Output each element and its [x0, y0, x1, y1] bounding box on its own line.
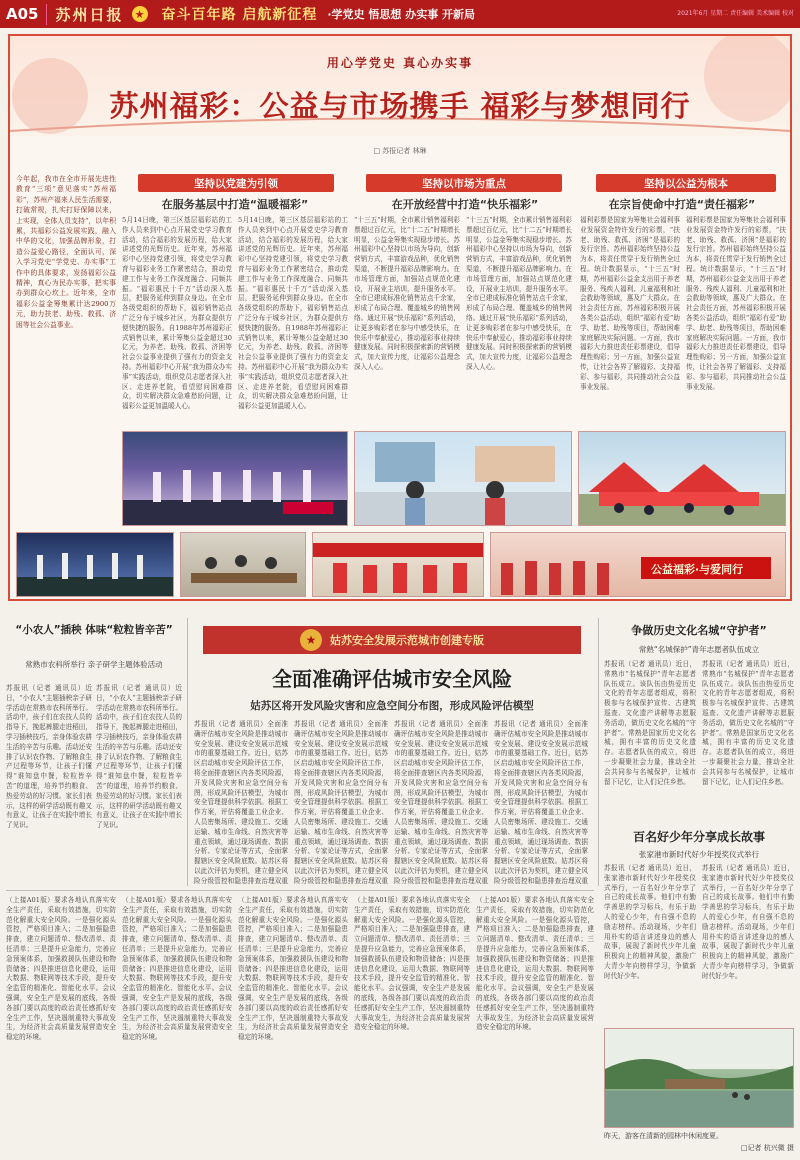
column-divider-left	[187, 618, 188, 886]
continuation-body-c: （上接A01版）要求各地认真落实安全生产责任，采取有效措施，切实防范化解重大安全风险。一是强化源头管控，严格项目准入；二是加强隐患排查，建立问题清单、整改清单、责任清单；三是提升应急能力，完善应急预案体系，加强救援队伍建设和物资储备；四是推进信息化建设，运用大数据、物联网等技术手段，提升安全监管的精准化、智能化水平。会议强调，安全生产是发展的底线，各级各部门要以高度的政治责任感抓好安全生产工作，坚决遏制重特大事故发生，为经济社会高质量发展营造安全稳定的环境。	[238, 896, 348, 1042]
farm-body-b: 苏报讯（记者 通讯员）近日，“小农人”主题插秧亲子研学活动在常熟市农科所举行。活动中，孩子们在农技人员的指导下，挽起裤腿走进稻田，学习插秧技巧，亲身体验农耕生活的辛苦与乐趣。活动还安排了认识农作物、了解粮食生产过程等环节，让孩子们懂得“谁知盘中餐，粒粒皆辛苦”的道理，培养节约粮食、热爱劳动的好习惯。家长们表示，这样的研学活动既有趣又有意义，让孩子在实践中增长了见识。	[96, 684, 182, 830]
masthead-meta: 2021年6月 星期二 责任编辑 美术编辑 校对	[677, 10, 794, 17]
safety-body-a: 苏报讯（记者 通讯员）全面准确评估城市安全风险是推动城市安全发展、建设安全发展示范城市的重要基础工作。近日，姑苏区启动城市安全风险评估工作，将全面排查辖区内各类风险源，开发风险灾害和应急空间分布图，形成风险评估模型，为城市安全管理提供科学依据。根据工作方案，评估将覆盖工业企业、人员密集场所、建设施工、交通运输、城市生命线、自然灾害等重点领域，通过现场调查、数据分析、专家论证等方式，全面掌握辖区安全风险底数。姑苏区将以此次评估为契机，建立健全风险分级管控和隐患排查治理双重	[194, 720, 288, 885]
slogan: 奋斗百年路 启航新征程	[161, 7, 318, 23]
party-emblem-icon: ★	[132, 6, 148, 22]
section-body-3b: 福利彩票是国家为筹集社会福利事业发展资金特许发行的彩票，“扶老、助残、救孤、济困”是福彩的发行宗旨。苏州福彩始终坚持公益为本，将责任贯穿于发行销售全过程。统计数据显示，“十三五”时期，苏州福彩公益金支出用于养老服务、残疾人福利、儿童福利和社会救助等领域，惠及广大群众。在社会责任方面，苏州福彩积极开展各类公益活动，组织“福彩有爱”助学、助老、助残等项目，帮助困难家庭解决实际问题。一方面，我市福彩大力推进责任彩票建设，倡导理性购彩；另一方面，加强公益宣传，让社会各界了解福彩、支持福彩、参与福彩，共同推动社会公益事业发展。	[686, 216, 786, 391]
section-label-1: 坚持以党建为引领	[138, 174, 334, 192]
column-divider-right	[598, 618, 599, 886]
youth-subtitle: 张家港市新时代好少年授奖仪式举行	[639, 850, 759, 859]
safety-headline: 全面准确评估城市安全风险	[272, 667, 512, 691]
feature-section	[8, 34, 792, 601]
farm-body-a: 苏报讯（记者 通讯员）近日，“小农人”主题插秧亲子研学活动在常熟市农科所举行。活动中，孩子们在农技人员的指导下，挽起裤腿走进稻田，学习插秧技巧，亲身体验农耕生活的辛苦与乐趣。活动还安排了认识农作物、了解粮食生产过程等环节，让孩子们懂得“谁知盘中餐，粒粒皆辛苦”的道理，培养节约粮食、热爱劳动的好习惯。家长们表示，这样的研学活动既有趣又有意义，让孩子在实践中增长了见识。	[6, 684, 92, 830]
emblem-icon: ★	[300, 629, 322, 651]
photo-outdoor-tents	[578, 431, 786, 526]
photo-volunteers	[312, 532, 484, 597]
masthead	[0, 0, 800, 28]
youth-headline: 百名好少年分享成长故事	[632, 830, 765, 844]
section-body-2a: “十三五”时期，全市累计销售福利彩票超过百亿元，比“十二五”时期增长明显，公益金筹集实现稳步增长。苏州福彩中心坚持以市场为导向，创新营销方式，丰富游戏品种，优化销售渠道，不断提升福彩品牌影响力。在市场管理方面，加强站点规范化建设，开展业主培训，提升服务水平。全市已建成标准化销售站点千余家，形成了布局合理、覆盖城乡的销售网络。通过开展“快乐福彩”系列活动，让更多购彩者在参与中感受快乐，在快乐中奉献爱心，推动福彩事业持续健康发展。同时积极探索新的营销模式，加大宣传力度，让福彩公益理念深入人心。	[354, 216, 460, 371]
youth-body-b: 苏报讯（记者 通讯员）近日，张家港市新时代好少年授奖仪式举行，一百名好少年分享了自己的成长故事。他们中有勤学善思的学习标兵，有乐于助人的爱心少年，有自强不息的励志榜样。活动现场，少年们用朴实的语言讲述身边的感人故事，展现了新时代少年儿童积极向上的精神风貌，激励广大青少年向榜样学习，争做新时代好少年。	[702, 864, 794, 980]
safety-banner-text: 姑苏安全发展示范城市创建专版	[330, 634, 484, 647]
photo-meeting-figures	[181, 533, 306, 597]
section-label-3: 坚持以公益为根本	[596, 174, 776, 192]
section-body-1b: 5月14日晚，第三区基层福彩站的工作人员来到中心点开展党史学习教育活动，结合福彩的发展历程，给大家讲述党的光辉历史。近年来，苏州福彩中心坚持党建引领，将党史学习教育与福彩业务工作紧密结合，推动党建工作与业务工作深度融合、同频共振。“福彩惠民十千万”活动深入基层，把服务延伸到群众身边。在全市各级党组织的帮助下，福彩销售站点广泛分布于城乡社区，为群众提供方便快捷的服务。自1988年苏州福彩正式销售以来，累计筹集公益金超过30亿元，为养老、助残、救孤、济困等社会公益事业提供了强有力的资金支持。苏州福彩中心开展“我为群众办实事”实践活动，组织党员志愿者深入社区、走进养老院，看望慰问困难群众，切实解决群众急难愁盼问题，让福彩公益更加温暖人心。	[238, 216, 348, 411]
photo-volunteer-figures	[313, 533, 484, 597]
photo-garden	[604, 1028, 794, 1128]
heritage-body-b: 苏报讯（记者 通讯员）近日，常熟市“名城保护”青年志愿者队伍成立。该队伍由热爱历史文化的青年志愿者组成，将积极参与名城保护宣传、古建筑巡查、文化遗产讲解等志愿服务活动，做历史文化名城的“守护者”。常熟是国家历史文化名城，拥有丰富的历史文化遗存。志愿者队伍的成立，将进一步凝聚社会力量，推动全社会共同参与名城保护，让城市留下记忆，让人们记住乡愁。	[702, 660, 794, 786]
photo-group-banner	[490, 532, 786, 597]
farm-headline: “小农人”插秧 体味“粒粒皆辛苦”	[15, 624, 173, 636]
section-label-2: 坚持以市场为重点	[366, 174, 562, 192]
photo-caption: 昨天，游客在清新的园林中休闲度夏。	[604, 1132, 723, 1140]
continuation-body-a: （上接A01版）要求各地认真落实安全生产责任，采取有效措施，切实防范化解重大安全风险。一是强化源头管控，严格项目准入；二是加强隐患排查，建立问题清单、整改清单、责任清单；三是提升应急能力，完善应急预案体系，加强救援队伍建设和物资储备；四是推进信息化建设，运用大数据、物联网等技术手段，提升安全监管的精准化、智能化水平。会议强调，安全生产是发展的底线，各级各部门要以高度的政治责任感抓好安全生产工作，坚决遏制重特大事故发生，为经济社会高质量发展营造安全稳定的环境。	[6, 896, 116, 1042]
section-subtitle-1: 在服务基层中打造“温暖福彩”	[161, 198, 309, 211]
section-subtitle-2: 在开放经营中打造“快乐福彩”	[391, 198, 539, 211]
photo-ceremony	[16, 532, 174, 597]
section-body-3a: 福利彩票是国家为筹集社会福利事业发展资金特许发行的彩票，“扶老、助残、救孤、济困”是福彩的发行宗旨。苏州福彩始终坚持公益为本，将责任贯穿于发行销售全过程。统计数据显示，“十三五”时期，苏州福彩公益金支出用于养老服务、残疾人福利、儿童福利和社会救助等领域，惠及广大群众。在社会责任方面，苏州福彩积极开展各类公益活动，组织“福彩有爱”助学、助老、助残等项目，帮助困难家庭解决实际问题。一方面，我市福彩大力推进责任彩票建设，倡导理性购彩；另一方面，加强公益宣传，让社会各界了解福彩、支持福彩、参与福彩，共同推动社会公益事业发展。	[580, 216, 680, 391]
safety-body-d: 苏报讯（记者 通讯员）全面准确评估城市安全风险是推动城市安全发展、建设安全发展示范城市的重要基础工作。近日，姑苏区启动城市安全风险评估工作，将全面排查辖区内各类风险源，开发风险灾害和应急空间分布图，形成风险评估模型，为城市安全管理提供科学依据。根据工作方案，评估将覆盖工业企业、人员密集场所、建设施工、交通运输、城市生命线、自然灾害等重点领域，通过现场调查、数据分析、专家论证等方式，全面掌握辖区安全风险底数。姑苏区将以此次评估为契机，建立健全风险分级管控和隐患排查治理双重	[494, 720, 588, 885]
safety-body-b: 苏报讯（记者 通讯员）全面准确评估城市安全风险是推动城市安全发展、建设安全发展示范城市的重要基础工作。近日，姑苏区启动城市安全风险评估工作，将全面排查辖区内各类风险源，开发风险灾害和应急空间分布图，形成风险评估模型，为城市安全管理提供科学依据。根据工作方案，评估将覆盖工业企业、人员密集场所、建设施工、交通运输、城市生命线、自然灾害等重点领域，通过现场调查、数据分析、专家论证等方式，全面掌握辖区安全风险底数。姑苏区将以此次评估为契机，建立健全风险分级管控和隐患排查治理双重	[294, 720, 388, 885]
feature-intro: 今年起，我市在全市开展先进性教育“三项”意见落实“苏州福彩”，苏州产福来人民生活需要，打破常规，扎实打好保障以来，上实现，全体人员支持“，以年积累，共福彩公益发展实践，融入中华的文化，加强品牌形象，打造公益爱心路径，全面认可，深入学习党史“学党史、办实事”工作中的具体要求，发扬福彩公益精神，真心为民办实事，把实事办到群众心坎上。近年来，全市福彩公益金筹集累计达2900万元，助力扶老、助残、救孤、济困等社会公益事业。	[16, 175, 116, 329]
photo-stage-figures	[123, 432, 348, 526]
newspaper-logo: 苏州日报	[46, 4, 131, 25]
feature-byline: □ 苏报记者 林琳	[373, 147, 427, 155]
feature-header	[10, 36, 790, 136]
heritage-body-a: 苏报讯（记者 通讯员）近日，常熟市“名城保护”青年志愿者队伍成立。该队伍由热爱历史文化的青年志愿者组成，将积极参与名城保护宣传、古建筑巡查、文化遗产讲解等志愿服务活动，做历史文化名城的“守护者”。常熟是国家历史文化名城，拥有丰富的历史文化遗存。志愿者队伍的成立，将进一步凝聚社会力量，推动全社会共同参与名城保护，让城市留下记忆，让人们记住乡愁。	[604, 660, 696, 786]
photo-outdoor-scene	[579, 432, 786, 526]
farm-subtitle: 常熟市农科所举行 亲子研学主题体验活动	[25, 660, 163, 669]
heritage-subtitle: 常熟“名城保护”青年志愿者队伍成立	[638, 645, 760, 654]
photo-office-figures	[355, 432, 572, 526]
feature-headline: 苏州福彩：公益与市场携手 福彩与梦想同行	[109, 89, 691, 123]
heritage-headline: 争做历史文化名城“守护者”	[631, 624, 767, 637]
svg-text:公益福彩·与爱同行: 公益福彩·与爱同行	[651, 563, 744, 576]
safety-banner	[203, 626, 581, 654]
photo-garden-scene	[605, 1029, 794, 1128]
photo-ceremony-figures	[17, 533, 174, 597]
feature-kicker: 用心学党史 真心办实事	[326, 56, 474, 70]
page-number: A05	[6, 5, 39, 23]
slogan-secondary: ·学党史 悟思想 办实事 开新局	[327, 8, 476, 21]
safety-body-c: 苏报讯（记者 通讯员）全面准确评估城市安全风险是推动城市安全发展、建设安全发展示范城市的重要基础工作。近日，姑苏区启动城市安全风险评估工作，将全面排查辖区内各类风险源，开发风险灾害和应急空间分布图，形成风险评估模型，为城市安全管理提供科学依据。根据工作方案，评估将覆盖工业企业、人员密集场所、建设施工、交通运输、城市生命线、自然灾害等重点领域，通过现场调查、数据分析、专家论证等方式，全面掌握辖区安全风险底数。姑苏区将以此次评估为契机，建立健全风险分级管控和隐患排查治理双重	[394, 720, 488, 885]
youth-body-a: 苏报讯（记者 通讯员）近日，张家港市新时代好少年授奖仪式举行，一百名好少年分享了自己的成长故事。他们中有勤学善思的学习标兵，有乐于助人的爱心少年，有自强不息的励志榜样。活动现场，少年们用朴实的语言讲述身边的感人故事，展现了新时代少年儿童积极向上的精神风貌，激励广大青少年向榜样学习，争做新时代好少年。	[604, 864, 696, 980]
continuation-body-e: （上接A01版）要求各地认真落实安全生产责任，采取有效措施，切实防范化解重大安全风险。一是强化源头管控，严格项目准入；二是加强隐患排查，建立问题清单、整改清单、责任清单；三是提升应急能力，完善应急预案体系，加强救援队伍建设和物资储备；四是推进信息化建设，运用大数据、物联网等技术手段，提升安全监管的精准化、智能化水平。会议强调，安全生产是发展的底线，各级各部门要以高度的政治责任感抓好安全生产工作，坚决遏制重特大事故发生，为经济社会高质量发展营造安全稳定的环境。	[476, 896, 594, 1032]
section-divider-bottom	[6, 890, 594, 891]
section-subtitle-3: 在宗旨使命中打造“责任福彩”	[608, 198, 756, 211]
continuation-body-d: （上接A01版）要求各地认真落实安全生产责任，采取有效措施，切实防范化解重大安全风险。一是强化源头管控，严格项目准入；二是加强隐患排查，建立问题清单、整改清单、责任清单；三是提升应急能力，完善应急预案体系，加强救援队伍建设和物资储备；四是推进信息化建设，运用大数据、物联网等技术手段，提升安全监管的精准化、智能化水平。会议强调，安全生产是发展的底线，各级各部门要以高度的政治责任感抓好安全生产工作，坚决遏制重特大事故发生，为经济社会高质量发展营造安全稳定的环境。	[354, 896, 470, 1032]
photo-office	[354, 431, 572, 526]
photo-stage-event	[122, 431, 348, 526]
safety-subtitle: 姑苏区将开发风险灾害和应急空间分布图，形成风险评估模型	[250, 700, 534, 712]
section-body-2b: “十三五”时期，全市累计销售福利彩票超过百亿元，比“十二五”时期增长明显，公益金筹集实现稳步增长。苏州福彩中心坚持以市场为导向，创新营销方式，丰富游戏品种，优化销售渠道，不断提升福彩品牌影响力。在市场管理方面，加强站点规范化建设，开展业主培训，提升服务水平。全市已建成标准化销售站点千余家，形成了布局合理、覆盖城乡的销售网络。通过开展“快乐福彩”系列活动，让更多购彩者在参与中感受快乐，在快乐中奉献爱心，推动福彩事业持续健康发展。同时积极探索新的营销模式，加大宣传力度，让福彩公益理念深入人心。	[466, 216, 572, 371]
photo-meeting-room	[180, 532, 306, 597]
continuation-body-b: （上接A01版）要求各地认真落实安全生产责任，采取有效措施，切实防范化解重大安全风险。一是强化源头管控，严格项目准入；二是加强隐患排查，建立问题清单、整改清单、责任清单；三是提升应急能力，完善应急预案体系，加强救援队伍建设和物资储备；四是推进信息化建设，运用大数据、物联网等技术手段，提升安全监管的精准化、智能化水平。会议强调，安全生产是发展的底线，各级各部门要以高度的政治责任感抓好安全生产工作，坚决遏制重特大事故发生，为经济社会高质量发展营造安全稳定的环境。	[122, 896, 232, 1042]
photo-group-figures	[491, 533, 786, 597]
section-body-1a: 5月14日晚，第三区基层福彩站的工作人员来到中心点开展党史学习教育活动，结合福彩的发展历程，给大家讲述党的光辉历史。近年来，苏州福彩中心坚持党建引领，将党史学习教育与福彩业务工作紧密结合，推动党建工作与业务工作深度融合、同频共振。“福彩惠民十千万”活动深入基层，把服务延伸到群众身边。在全市各级党组织的帮助下，福彩销售站点广泛分布于城乡社区，为群众提供方便快捷的服务。自1988年苏州福彩正式销售以来，累计筹集公益金超过30亿元，为养老、助残、救孤、济困等社会公益事业提供了强有力的资金支持。苏州福彩中心开展“我为群众办实事”实践活动，组织党员志愿者深入社区、走进养老院，看望慰问困难群众，切实解决群众急难愁盼问题，让福彩公益更加温暖人心。	[122, 216, 232, 411]
photo-credit: □记者 杭兴微 摄	[740, 1144, 794, 1152]
